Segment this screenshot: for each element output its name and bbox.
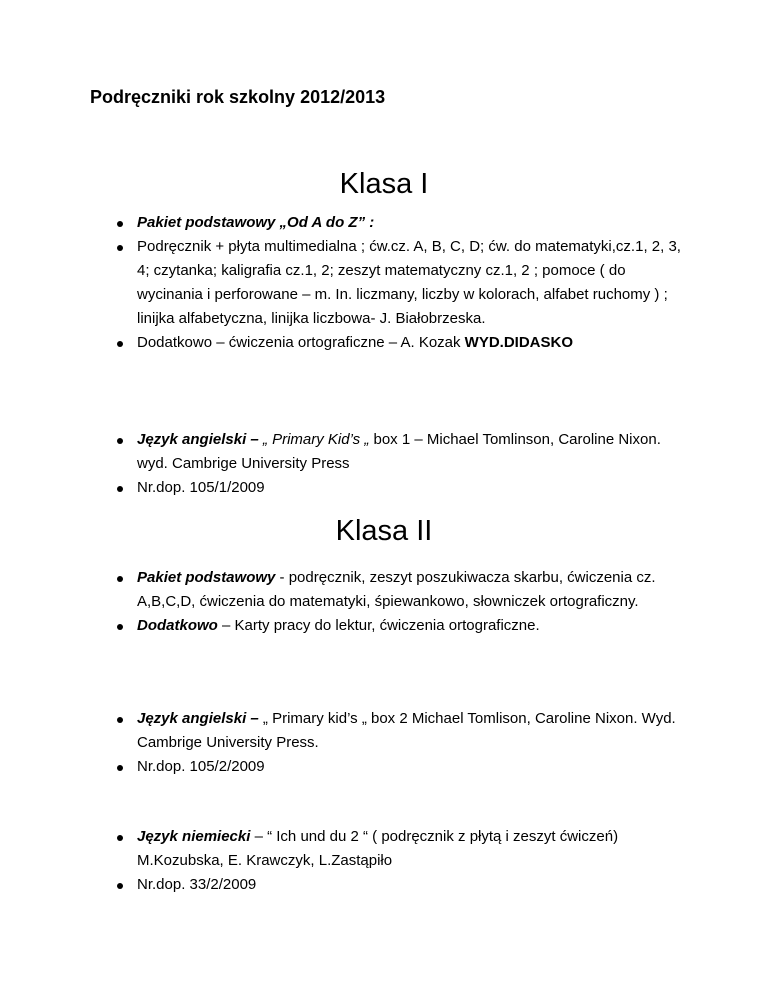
list-item-angielski-2: [0, 707, 768, 755]
list-item-dodatkowo-2: [0, 614, 768, 638]
list-item-nrdop-3: [0, 873, 768, 897]
bullet-icon: [117, 624, 123, 630]
list-item-dodatkowo: [0, 331, 768, 355]
list-item-angielski: [0, 428, 768, 476]
pakiet-rest: - podręcznik, zeszyt poszukiwacza skarbu, ćwiczenia cz. A,B,C,D, ćwiczenia do matematyki, śpiewankowo, słowniczek ortograficzny.: [137, 569, 656, 610]
dodatkowo-text: Dodatkowo – ćwiczenia ortograficzne – A. Kozak: [137, 334, 465, 351]
pakiet-title: Pakiet podstawowy „Od A do Z” :: [137, 214, 375, 231]
dodatkowo-label: Dodatkowo: [137, 617, 218, 634]
dodatkowo-publisher: WYD.DIDASKO: [464, 334, 574, 351]
list-item-nrdop: [0, 476, 768, 500]
list-item-podrecznik: [0, 235, 768, 331]
niemiecki-rest: – “ Ich und du 2 “ ( podręcznik z płytą i zeszyt ćwiczeń) M.Kozubska, E. Krawczyk, L.Zastąpiło: [137, 828, 619, 869]
nrdop-text-2: Nr.dop. 105/2/2009: [137, 758, 265, 775]
angielski-rest: box 1 – Michael Tomlinson, Caroline Nixon. wyd. Cambrige University Press: [137, 431, 661, 472]
bullet-icon: [117, 486, 123, 492]
klasa-1-list: [0, 211, 768, 355]
bullet-icon: [117, 221, 123, 227]
podrecznik-text: Podręcznik + płyta multimedialna ; ćw.cz. A, B, C, D; ćw. do matematyki,cz.1, 2, 3, 4; czytanka; kaligrafia cz.1, 2; zeszyt matematyczny cz.1, 2 ; pomoce ( do wycinania i perforowane – m. In. liczmany, liczby w kolorach, alfabet ruchomy ) ; linijka alfabetyczna, linijka liczbowa- J. Białobrzeska.: [137, 238, 681, 327]
list-item-pakiet: [0, 211, 768, 235]
bullet-icon: [117, 835, 123, 841]
bullet-icon: [117, 576, 123, 582]
nrdop-text-3: Nr.dop. 33/2/2009: [137, 876, 257, 893]
bullet-icon: [117, 717, 123, 723]
heading-klasa-2: Klasa II: [335, 515, 433, 547]
list-item-niemiecki: [0, 825, 768, 873]
bullet-icon: [117, 765, 123, 771]
angielski-label-2: Język angielski –: [137, 710, 263, 727]
klasa-2-english-list: [0, 707, 768, 779]
document-title: Podręczniki rok szkolny 2012/2013: [90, 87, 386, 107]
nrdop-text: Nr.dop. 105/1/2009: [137, 479, 265, 496]
bullet-icon: [117, 883, 123, 889]
dodatkowo-rest: – Karty pracy do lektur, ćwiczenia ortograficzne.: [217, 617, 540, 634]
angielski-title: „ Primary Kid’s „: [262, 431, 370, 448]
angielski-label: Język angielski –: [137, 431, 263, 448]
klasa-2-list: [0, 566, 768, 638]
pakiet-label: Pakiet podstawowy: [137, 569, 276, 586]
bullet-icon: [117, 341, 123, 347]
klasa-2-german-list: [0, 825, 768, 897]
list-item-nrdop-2: [0, 755, 768, 779]
angielski-rest-2: „ Primary kid’s „ box 2 Michael Tomlison, Caroline Nixon. Wyd. Cambrige University Press.: [137, 710, 676, 751]
heading-klasa-1: Klasa I: [339, 168, 429, 200]
klasa-1-english-list: [0, 428, 768, 500]
niemiecki-label: Język niemiecki: [137, 828, 251, 845]
bullet-icon: [117, 245, 123, 251]
list-item-pakiet-2: [0, 566, 768, 614]
bullet-icon: [117, 438, 123, 444]
